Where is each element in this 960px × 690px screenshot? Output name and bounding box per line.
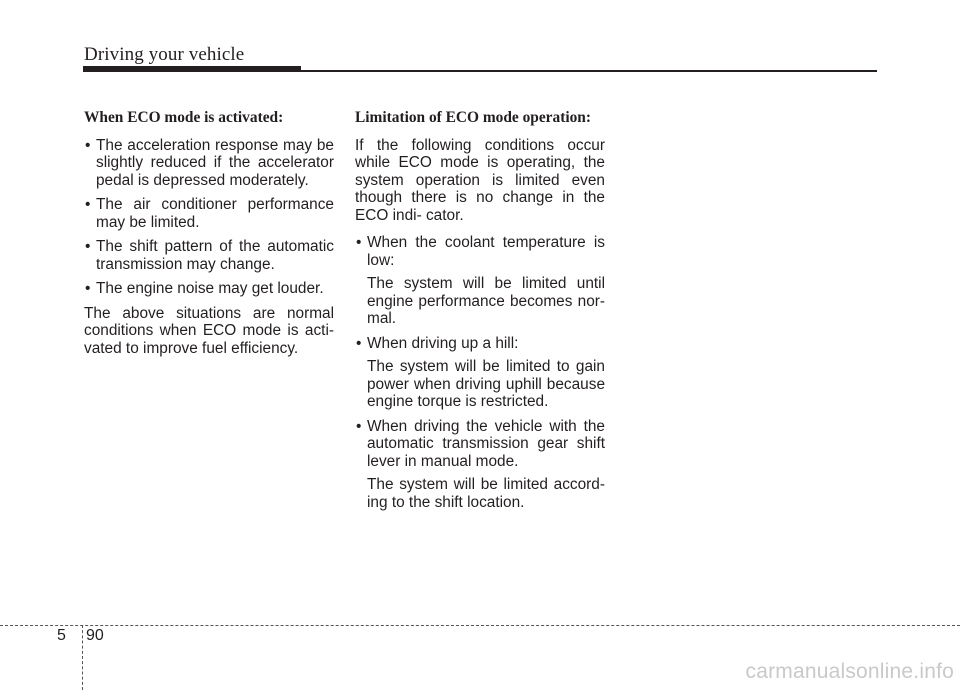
list-item: • The air conditioner performance may be limited. [84, 196, 334, 231]
condition-detail: The system will be limited to gain power when driving uphill because engine torque is restricted. [367, 358, 605, 410]
condition-text: • When driving up a hill: [367, 334, 519, 352]
list-item [355, 234, 605, 328]
condition-detail: The system will be limited accord- ing to the shift location. [367, 476, 605, 511]
eco-activated-list [84, 137, 334, 298]
list-item: • The engine noise may get louder. [84, 280, 334, 298]
section-title: Driving your vehicle [84, 44, 245, 65]
header-rule-thick [83, 66, 301, 72]
right-column [355, 109, 605, 518]
footer-vertical-divider [82, 625, 83, 690]
eco-activated-heading: When ECO mode is activated: [84, 109, 284, 126]
eco-limitation-heading: Limitation of ECO mode operation: [355, 109, 591, 126]
left-column [84, 109, 334, 367]
chapter-number: 5 [57, 627, 66, 644]
page-number: 90 [86, 627, 104, 644]
condition-text: • When the coolant temperature is low: [367, 234, 605, 269]
list-item [355, 418, 605, 512]
condition-text: • When driving the vehicle with the automatic transmission gear shift lever in manual mode. [367, 417, 605, 470]
condition-detail: The system will be limited until engine performance becomes nor- mal. [367, 275, 605, 327]
normal-conditions-paragraph: The above situations are normal conditions when ECO mode is acti- vated to improve fuel efficiency. [84, 304, 334, 357]
list-item: • The acceleration response may be slightly reduced if the accelerator pedal is depressed moderately. [84, 137, 334, 190]
footer-divider [0, 625, 960, 626]
limitation-intro-paragraph: If the following conditions occur while ECO mode is operating, the system operation is limited even though there is no change in the ECO indi- cator. [355, 136, 605, 224]
watermark: carmanualsonline.info [745, 660, 954, 683]
limitation-conditions-list [355, 234, 605, 511]
header-rule-thin [301, 70, 877, 72]
list-item: • The shift pattern of the automatic transmission may change. [84, 238, 334, 273]
list-item [355, 335, 605, 411]
